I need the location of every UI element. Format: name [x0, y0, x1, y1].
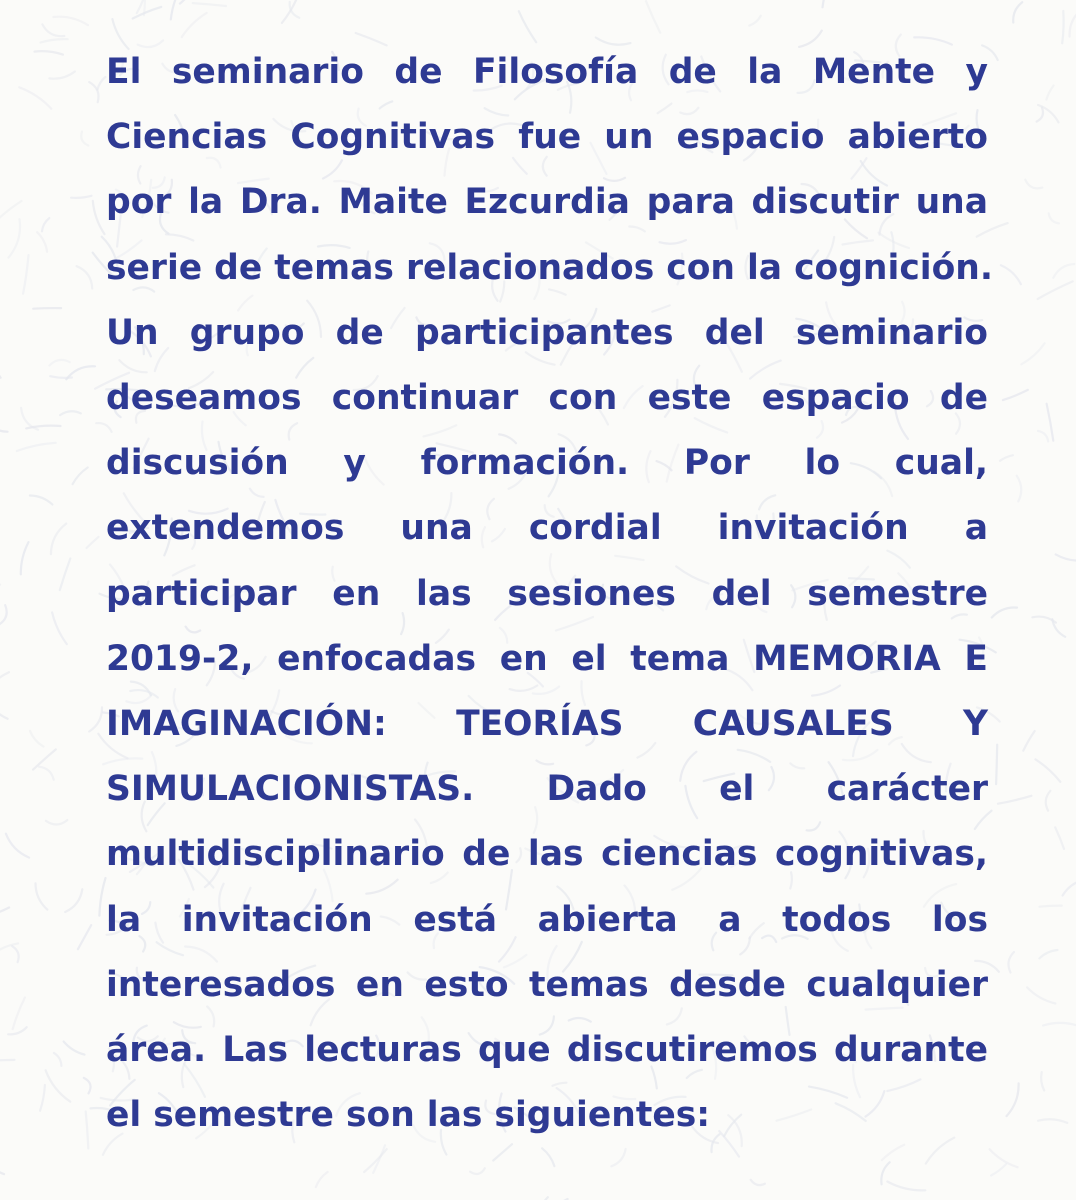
texture-stroke	[1013, 2, 1022, 22]
texture-stroke	[46, 820, 67, 824]
texture-stroke	[992, 608, 1017, 618]
texture-stroke	[137, 0, 148, 13]
texture-stroke	[73, 468, 88, 485]
texture-stroke	[646, 1, 660, 32]
texture-stroke	[30, 496, 53, 505]
texture-stroke	[1046, 791, 1051, 811]
texture-stroke	[611, 1149, 625, 1166]
paragraph-line: Ciencias Cognitivas fue un espacio abierto	[106, 117, 988, 158]
texture-stroke	[23, 255, 28, 294]
paragraph-line: serie de temas relacionados con la cognición.	[106, 247, 993, 288]
texture-stroke	[33, 308, 61, 309]
texture-stroke	[77, 266, 93, 288]
texture-stroke	[0, 605, 7, 625]
texture-stroke	[13, 998, 25, 1030]
texture-stroke	[1056, 554, 1076, 560]
texture-stroke	[542, 1148, 554, 1166]
texture-stroke	[1017, 476, 1022, 502]
texture-stroke	[751, 1180, 765, 1185]
texture-stroke	[99, 878, 105, 916]
texture-stroke	[42, 24, 64, 36]
texture-stroke	[519, 11, 536, 42]
texture-stroke	[52, 612, 67, 644]
texture-stroke	[996, 745, 997, 785]
texture-stroke	[1021, 343, 1044, 364]
texture-stroke	[887, 1182, 925, 1191]
texture-stroke	[1046, 86, 1053, 100]
texture-stroke	[81, 132, 88, 146]
paragraph-line: discusión y formación. Por lo cual,	[106, 443, 988, 484]
texture-stroke	[1040, 906, 1062, 907]
texture-stroke	[0, 1160, 4, 1174]
paragraph-line: SIMULACIONISTAS. Dado el carácter	[106, 769, 988, 810]
texture-stroke	[21, 542, 29, 574]
texture-stroke	[37, 232, 47, 252]
texture-stroke	[0, 355, 1, 378]
texture-stroke	[1038, 1119, 1067, 1123]
texture-stroke	[60, 411, 81, 415]
texture-stroke	[35, 51, 63, 54]
texture-stroke	[0, 201, 22, 224]
texture-stroke	[49, 360, 69, 366]
texture-stroke	[86, 1112, 89, 1149]
texture-stroke	[9, 219, 21, 257]
texture-stroke	[53, 17, 88, 26]
texture-stroke	[1053, 264, 1074, 278]
paragraph-line: deseamos continuar con este espacio de	[106, 378, 988, 419]
texture-stroke	[12, 946, 18, 962]
texture-stroke	[1043, 1023, 1076, 1026]
texture-stroke	[89, 82, 98, 102]
paragraph-line: 2019-2, enfocadas en el tema MEMORIA E	[106, 638, 988, 679]
paragraph-line: interesados en esto temas desde cualquier	[106, 964, 988, 1005]
document-body	[106, 40, 993, 1148]
texture-stroke	[1023, 731, 1034, 751]
texture-stroke	[991, 1164, 1006, 1176]
texture-stroke	[1038, 431, 1048, 442]
texture-stroke	[1070, 11, 1076, 37]
paragraph-line: participar en las sesiones del semestre	[106, 573, 988, 614]
texture-stroke	[998, 796, 1031, 804]
texture-stroke	[1001, 265, 1021, 284]
paragraph-line: por la Dra. Maite Ezcurdia para discutir una	[106, 182, 988, 223]
texture-stroke	[1000, 455, 1013, 461]
texture-stroke	[64, 1042, 85, 1055]
texture-stroke	[89, 707, 102, 731]
texture-stroke	[0, 707, 8, 719]
paragraph-line: extendemos una cordial invitación a	[106, 508, 988, 549]
texture-stroke	[1008, 952, 1014, 973]
texture-stroke	[749, 16, 761, 26]
paragraph-line: IMAGINACIÓN: TEORÍAS CAUSALES Y	[106, 704, 988, 745]
texture-stroke	[990, 1149, 1018, 1167]
texture-stroke	[1003, 390, 1028, 400]
paragraph-line: el semestre son las siguientes:	[106, 1095, 711, 1136]
texture-stroke	[84, 1078, 91, 1094]
texture-stroke	[19, 87, 51, 108]
texture-stroke	[316, 1172, 328, 1187]
texture-stroke	[0, 943, 18, 957]
texture-stroke	[42, 218, 49, 231]
texture-stroke	[1063, 879, 1076, 895]
texture-stroke	[1047, 404, 1054, 441]
texture-stroke	[0, 419, 8, 432]
paragraph-line: la invitación está abierta a todos los	[106, 899, 988, 940]
texture-stroke	[46, 1070, 71, 1101]
texture-stroke	[17, 443, 56, 451]
texture-stroke	[1007, 1083, 1019, 1116]
texture-stroke	[36, 883, 48, 909]
texture-stroke	[823, 0, 832, 7]
texture-stroke	[0, 908, 9, 918]
texture-stroke	[60, 559, 71, 591]
texture-stroke	[1036, 759, 1061, 781]
texture-stroke	[470, 1168, 485, 1174]
texture-stroke	[1062, 11, 1063, 43]
paragraph-line: multidisciplinario de las ciencias cognitivas,	[106, 834, 988, 875]
texture-stroke	[49, 72, 75, 79]
texture-stroke	[6, 834, 29, 858]
texture-stroke	[1025, 180, 1042, 189]
texture-stroke	[87, 537, 99, 548]
paragraph-line: El seminario de Filosofía de la Mente y	[106, 52, 988, 92]
texture-stroke	[1027, 987, 1055, 1003]
texture-stroke	[1037, 108, 1043, 122]
texture-stroke	[39, 767, 54, 780]
texture-stroke	[0, 672, 9, 698]
texture-stroke	[8, 1027, 27, 1034]
texture-stroke	[1041, 1072, 1044, 1090]
paragraph-line: área. Las lecturas que discutiremos durante	[106, 1030, 988, 1071]
texture-stroke	[193, 3, 226, 6]
paragraph-line: Un grupo de participantes del seminario	[106, 312, 988, 353]
texture-stroke	[54, 1053, 62, 1066]
invitation-paragraph	[106, 40, 993, 1148]
texture-stroke	[1049, 213, 1059, 223]
texture-stroke	[1038, 281, 1073, 299]
texture-stroke	[41, 39, 68, 42]
texture-stroke	[93, 201, 105, 234]
texture-stroke	[51, 524, 66, 555]
texture-stroke	[40, 1085, 45, 1111]
texture-stroke	[30, 731, 44, 747]
texture-stroke	[182, 13, 207, 37]
texture-stroke	[65, 889, 82, 912]
texture-stroke	[98, 77, 106, 90]
texture-stroke	[71, 196, 91, 198]
texture-stroke	[78, 925, 91, 949]
texture-stroke	[1055, 827, 1064, 849]
texture-stroke	[1039, 950, 1057, 958]
texture-stroke	[33, 749, 56, 769]
